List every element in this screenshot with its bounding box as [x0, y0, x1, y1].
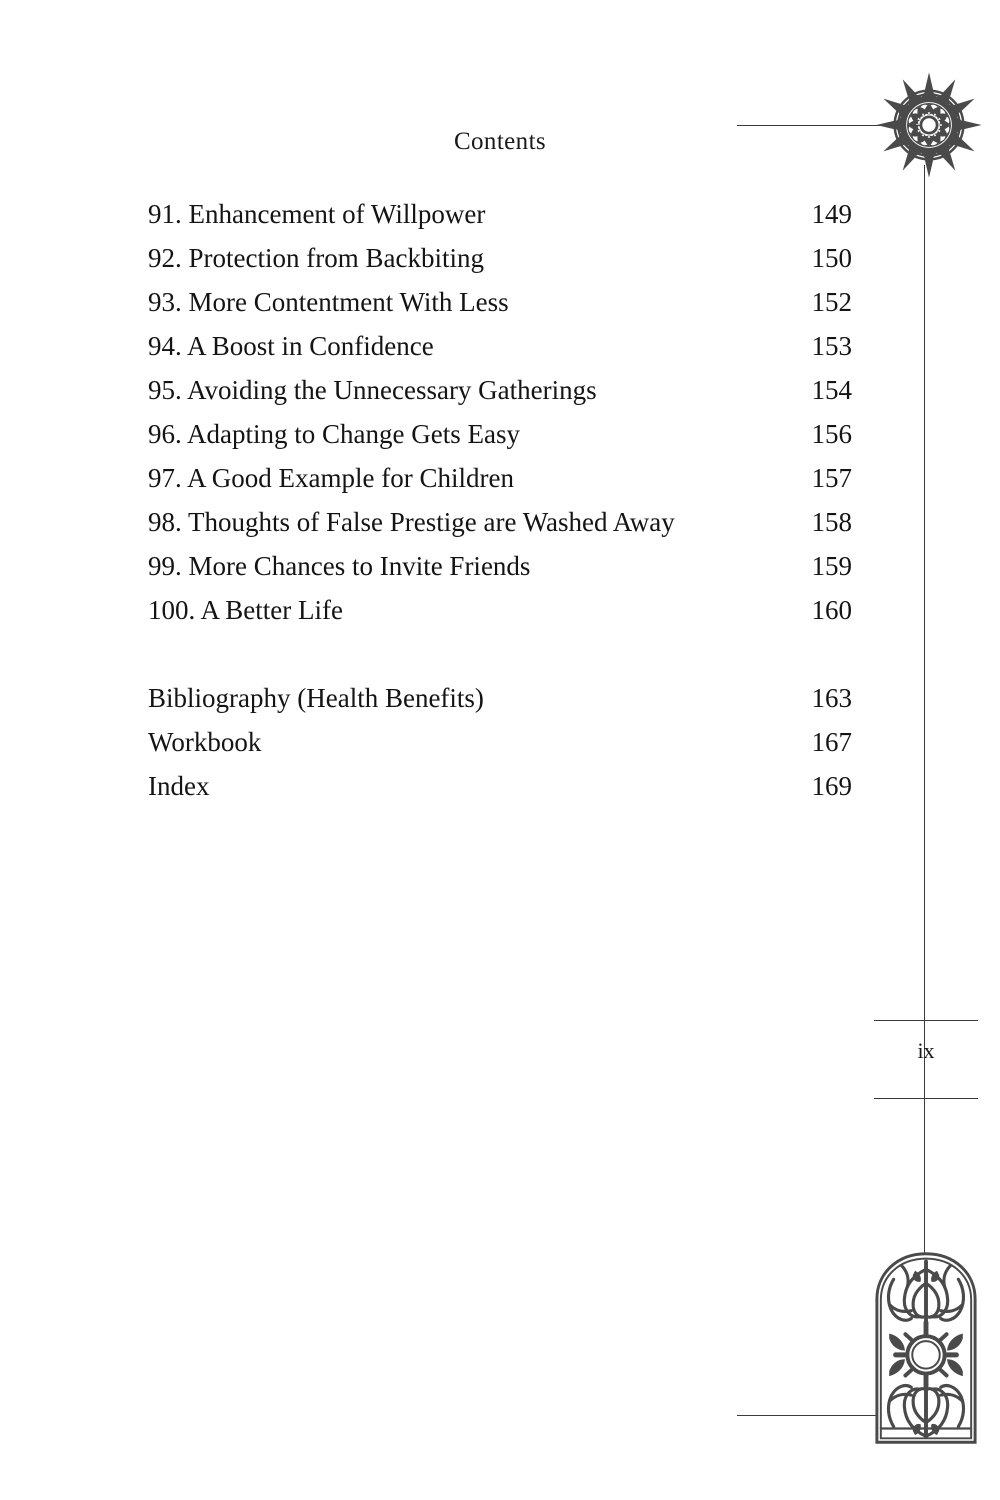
toc-entry[interactable] — [148, 588, 852, 632]
toc-entry[interactable] — [148, 368, 852, 412]
rosette-mandala-icon — [873, 69, 985, 181]
toc-entry[interactable] — [148, 412, 852, 456]
toc-entry-page-number: 149 — [811, 199, 852, 229]
toc-entry-page-number: 158 — [811, 507, 852, 537]
toc-entry-page-number: 156 — [811, 419, 852, 449]
toc-entry-page-number: 152 — [811, 287, 852, 317]
toc-entry-title: Bibliography (Health Benefits) — [148, 683, 484, 713]
horizontal-rule-bottom — [737, 1415, 877, 1416]
toc-entry[interactable] — [148, 720, 852, 764]
toc-entry[interactable] — [148, 764, 852, 808]
toc-entry-page-number: 150 — [811, 243, 852, 273]
toc-entry-title: Index — [148, 771, 210, 801]
toc-entry-page-number: 159 — [811, 551, 852, 581]
toc-entry-page-number: 163 — [811, 683, 852, 713]
toc-entry[interactable] — [148, 676, 852, 720]
toc-entry-page-number: 160 — [811, 595, 852, 625]
toc-entry-page-number: 157 — [811, 463, 852, 493]
toc-entry-title: 99. More Chances to Invite Friends — [148, 551, 531, 581]
toc-entry-title: 94. A Boost in Confidence — [148, 331, 434, 361]
toc-entry-title: 95. Avoiding the Unnecessary Gatherings — [148, 375, 597, 405]
vertical-rule-upper — [924, 165, 925, 1020]
toc-entry-page-number: 154 — [811, 375, 852, 405]
toc-entry[interactable] — [148, 500, 852, 544]
toc-entry-title: 91. Enhancement of Willpower — [148, 199, 486, 229]
toc-entry[interactable] — [148, 192, 852, 236]
toc-entry-title: 93. More Contentment With Less — [148, 287, 509, 317]
toc-entry[interactable] — [148, 324, 852, 368]
toc-entry[interactable] — [148, 280, 852, 324]
table-of-contents — [148, 192, 852, 808]
toc-entry-title: 98. Thoughts of False Prestige are Washed Away — [148, 507, 675, 537]
toc-entry-title: 97. A Good Example for Children — [148, 463, 514, 493]
arch-lattice-icon — [872, 1249, 980, 1447]
horizontal-rule-folio-top — [874, 1020, 978, 1021]
vertical-rule-lower — [924, 1098, 925, 1253]
toc-entry-page-number: 153 — [811, 331, 852, 361]
toc-entry-page-number: 167 — [811, 727, 852, 757]
horizontal-rule-folio-bottom — [874, 1098, 978, 1099]
toc-entry-title: 96. Adapting to Change Gets Easy — [148, 419, 520, 449]
toc-entry[interactable] — [148, 456, 852, 500]
toc-entry-title: 100. A Better Life — [148, 595, 343, 625]
page-number: ix — [917, 1038, 935, 1063]
toc-entry-title: 92. Protection from Backbiting — [148, 243, 484, 273]
toc-entry[interactable] — [148, 544, 852, 588]
toc-entry-page-number: 169 — [811, 771, 852, 801]
toc-entry-title: Workbook — [148, 727, 262, 757]
page-title: Contents — [453, 128, 547, 155]
toc-entry[interactable] — [148, 236, 852, 280]
